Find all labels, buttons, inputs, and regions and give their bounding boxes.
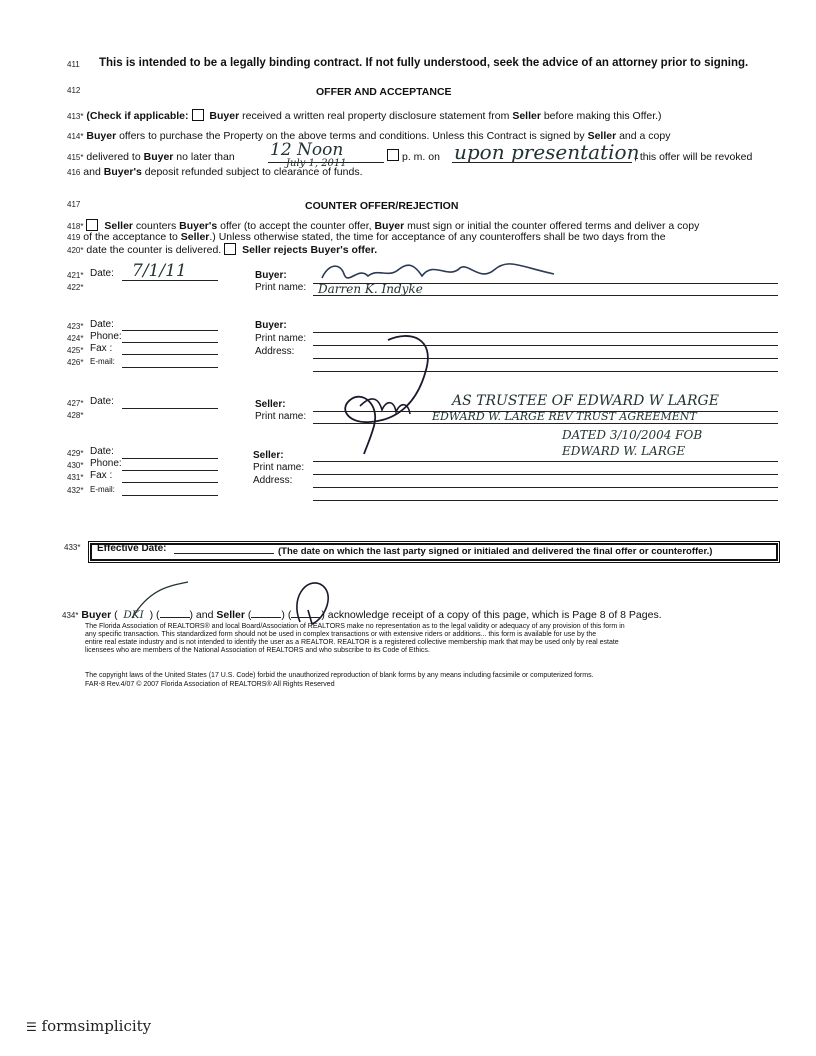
line-number: 429* [67, 449, 84, 458]
phone-label: Phone: [90, 331, 122, 342]
date-label: Date: [90, 396, 114, 407]
fax-label: Fax : [90, 470, 113, 481]
disclosure-checkbox[interactable] [192, 109, 204, 121]
address-line[interactable] [313, 487, 778, 488]
address-line[interactable] [313, 500, 778, 501]
email-field[interactable] [122, 367, 218, 368]
logo-icon: ☰ [26, 1020, 37, 1034]
disclaimer-line: licensees who are members of the National Association of REALTORS and who subscribe to its Code of Ethics. [85, 647, 430, 654]
seller-signature [330, 330, 450, 460]
phone-label: Phone: [90, 458, 122, 469]
date-label: Date: [90, 268, 114, 279]
disclaimer-line: entire real estate industry and is not intended to identify the user as a REALTOR. REALTOR is a registered collective membership mark that may be used only by real estate [85, 639, 619, 646]
line-419: 419 of the acceptance to Seller.) Unless otherwise stated, the time for acceptance of any counteroffers shall be two days from the [67, 231, 666, 243]
line-413: 413* (Check if applicable: Buyer received a written real property disclosure statement from Seller before making this Offer.) [67, 110, 662, 122]
line-434: 434* Buyer ( DKI ) ( ) and Seller ( ) ( ) acknowledge receipt of a copy of this page, which is Page 8 of 8 Pages. [62, 609, 662, 621]
handwritten-trustee-1: AS TRUSTEE OF EDWARD W LARGE [452, 393, 719, 409]
handwritten-trustee-4: EDWARD W. LARGE [562, 444, 686, 458]
address-label: Address: [255, 346, 295, 357]
seller-signature-line[interactable] [313, 461, 778, 462]
pm-label: p. m. on [402, 151, 440, 163]
line-number: 430* [67, 461, 84, 470]
line-418: 418* Seller counters Buyer's offer (to accept the counter offer, Buyer must sign or initial the counter offered terms and deliver a copy [67, 220, 700, 232]
line-number: 427* [67, 399, 84, 408]
form-id: FAR-8 Rev.4/07 © 2007 Florida Association of REALTORS® All Rights Reserved [85, 681, 335, 688]
line-number: 412 [67, 86, 81, 95]
effective-date-note: (The date on which the last party signed or initialed and delivered the final offer or counteroffer.) [278, 546, 713, 557]
fax-field[interactable] [122, 482, 218, 483]
print-name-label: Print name: [255, 411, 307, 422]
fax-label: Fax : [90, 343, 113, 354]
handwritten-upon-presentation: upon presentation [454, 140, 640, 164]
line-number: 428* [67, 411, 84, 420]
line-414: 414* Buyer offers to purchase the Property on the above terms and conditions. Unless this Contract is signed by Seller and a copy [67, 130, 671, 142]
print-name-label: Print name: [255, 282, 307, 293]
seller-rejects-checkbox[interactable] [224, 243, 236, 255]
date-label: Date: [90, 446, 114, 457]
handwritten-trustee-3: DATED 3/10/2004 FOB [562, 428, 703, 442]
address-label: Address: [253, 475, 293, 486]
handwritten-print-name: Darren K. Indyke [318, 282, 423, 296]
line-416: 416 and Buyer's deposit refunded subject to clearance of funds. [67, 166, 363, 178]
disclaimer-line: The Florida Association of REALTORS® and local Board/Association of REALTORS make no representation as to the legal validity or adequacy of any provision of this form in [85, 623, 625, 630]
date-field[interactable] [122, 330, 218, 331]
formsimplicity-logo: ☰ formsimplicity [26, 1017, 152, 1035]
line-420: 420* date the counter is delivered. Seller rejects Buyer's offer. [67, 244, 378, 256]
email-label: E-mail: [90, 485, 115, 494]
am-checkbox[interactable] [387, 149, 399, 161]
copyright-notice: The copyright laws of the United States (17 U.S. Code) forbid the unauthorized reproduction of blank forms by any means including facsimile or computerized forms. [85, 672, 594, 679]
line-number: 422* [67, 283, 84, 292]
line-415: 415* delivered to Buyer no later than [67, 151, 235, 163]
line-number: 431* [67, 473, 84, 482]
line-number: 423* [67, 322, 84, 331]
handwritten-date: July 1, 2011 [286, 158, 347, 169]
seller-counters-checkbox[interactable] [86, 219, 98, 231]
handwritten-trustee-2: EDWARD W. LARGE REV TRUST AGREEMENT [432, 410, 697, 423]
initials-marks [120, 578, 350, 628]
buyer-initials: DKI [123, 609, 144, 621]
buyer-label: Buyer: [255, 320, 287, 331]
handwritten-time: 12 Noon [270, 140, 344, 160]
line-number: 411 [67, 60, 80, 69]
print-name-label: Print name: [255, 333, 307, 344]
section-title-counter: COUNTER OFFER/REJECTION [305, 200, 459, 212]
line-number: 433* [64, 543, 81, 552]
buyer-label: Buyer: [255, 270, 287, 281]
line-number: 426* [67, 358, 84, 367]
date-field[interactable] [122, 458, 218, 459]
line-number: 425* [67, 346, 84, 355]
line-number: 432* [67, 486, 84, 495]
date-label: Date: [90, 319, 114, 330]
seller-label: Seller: [255, 399, 286, 410]
section-title-offer: OFFER AND ACCEPTANCE [316, 86, 452, 98]
legal-warning: This is intended to be a legally binding contract. If not fully understood, seek the advice of an attorney prior to signing. [99, 57, 749, 69]
phone-field[interactable] [122, 342, 218, 343]
print-name-label: Print name: [253, 462, 305, 473]
effective-date-field[interactable] [174, 553, 274, 554]
revoked-text: , this offer will be revoked [634, 151, 753, 163]
fax-field[interactable] [122, 354, 218, 355]
handwritten-date: 7/1/11 [132, 261, 187, 281]
disclaimer-line: any specific transaction. This standardized form should not be used in complex transactions or with extensive riders or additions... this form is available for use by the [85, 631, 597, 638]
email-field[interactable] [122, 495, 218, 496]
phone-field[interactable] [122, 470, 218, 471]
print-name-line[interactable] [313, 474, 778, 475]
date-field[interactable] [122, 408, 218, 409]
line-number: 424* [67, 334, 84, 343]
effective-date-label: Effective Date: [97, 543, 167, 554]
line-number: 417 [67, 200, 81, 209]
seller-label: Seller: [253, 450, 284, 461]
line-number: 421* [67, 271, 84, 280]
email-label: E-mail: [90, 357, 115, 366]
